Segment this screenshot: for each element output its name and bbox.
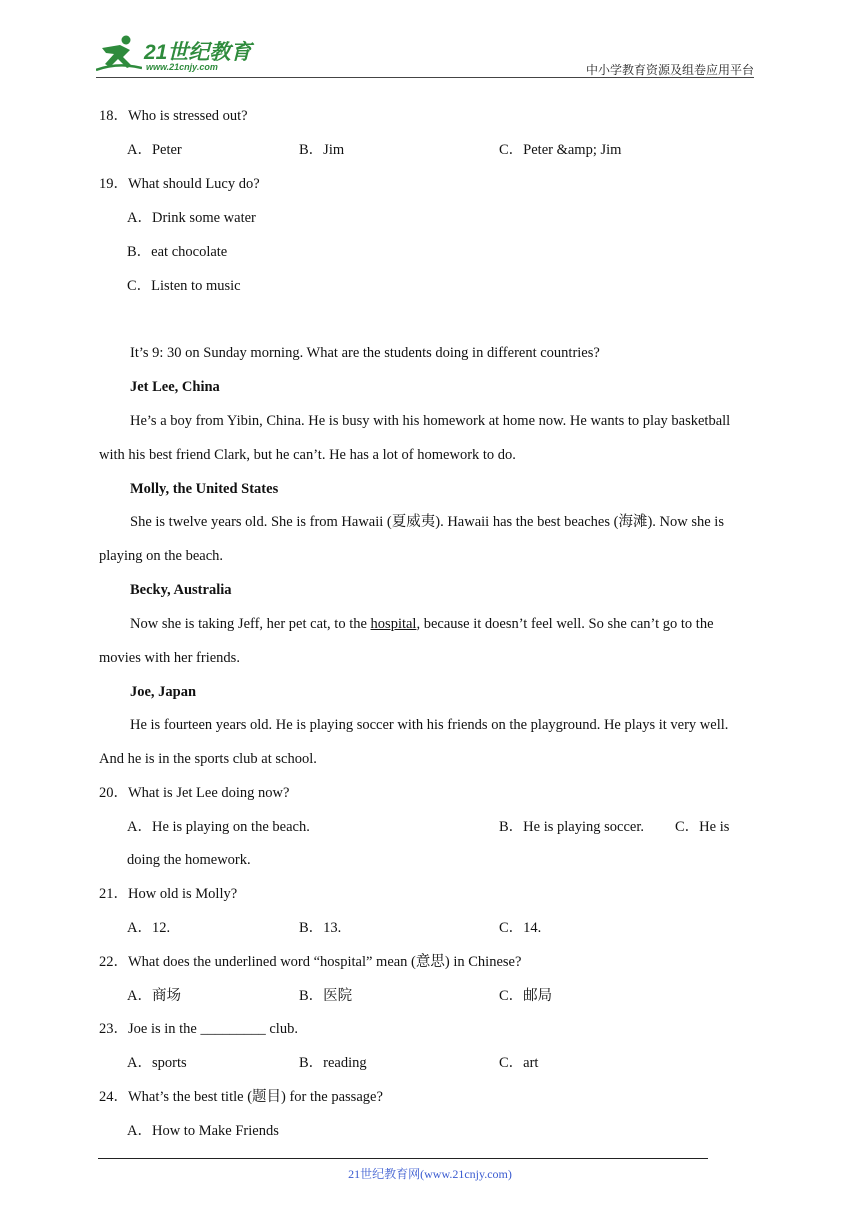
q21-option-c: C．14. <box>499 920 542 936</box>
q20-option-c: C．He is <box>675 819 730 835</box>
question-22: 22．What does the underlined word “hospital” mean (意思) in Chinese? <box>99 954 522 970</box>
question-21: 21．How old is Molly? <box>99 886 238 902</box>
q22-option-a: A．商场 <box>127 988 181 1004</box>
q19-option-b: B．eat chocolate <box>127 244 228 260</box>
q21-option-a: A．12. <box>127 920 171 936</box>
question-20: 20．What is Jet Lee doing now? <box>99 785 290 801</box>
question-23: 23．Joe is in the _________ club. <box>99 1021 298 1037</box>
passage-p4-line2: And he is in the sports club at school. <box>99 751 317 767</box>
passage-p2-line2: playing on the beach. <box>99 548 224 564</box>
passage-heading-joe: Joe, Japan <box>130 684 197 700</box>
q22-option-c: C．邮局 <box>499 988 553 1004</box>
passage-p1-line1: He’s a boy from Yibin, China. He is busy with his homework at home now. He wants to play basketball <box>130 413 731 429</box>
passage-p4-line1: He is fourteen years old. He is playing soccer with his friends on the playground. He plays it very well. <box>130 717 729 733</box>
q23-option-b: B．reading <box>299 1055 367 1071</box>
q18-option-c: C．Peter &amp; Jim <box>499 142 622 158</box>
question-19: 19．What should Lucy do? <box>99 176 260 192</box>
q21-option-b: B．13. <box>299 920 342 936</box>
page-header <box>96 30 756 78</box>
passage-intro: It’s 9: 30 on Sunday morning. What are the students doing in different countries? <box>130 345 600 361</box>
q24-option-a: A．How to Make Friends <box>127 1123 279 1139</box>
footer-divider <box>98 1158 708 1159</box>
logo <box>96 30 266 78</box>
q20-option-c-cont: doing the homework. <box>127 852 251 868</box>
underlined-word-hospital: hospital <box>370 616 417 632</box>
passage-heading-becky: Becky, Australia <box>130 582 232 598</box>
passage-p3-line2: movies with her friends. <box>99 650 240 666</box>
q20-option-a: A．He is playing on the beach. <box>127 819 310 835</box>
q23-option-c: C．art <box>499 1055 539 1071</box>
platform-name: 中小学教育资源及组卷应用平台 <box>585 63 754 77</box>
logo-url: www.21cnjy.com <box>146 62 218 72</box>
p3-text-pre: Now she is taking Jeff, her pet cat, to the <box>130 616 371 632</box>
passage-heading-jet-lee: Jet Lee, China <box>130 379 220 395</box>
q19-option-a: A．Drink some water <box>127 210 256 226</box>
q18-option-b: B．Jim <box>299 142 345 158</box>
question-24: 24．What’s the best title (题目) for the passage? <box>99 1089 383 1105</box>
q19-option-c: C．Listen to music <box>127 278 241 294</box>
header-divider <box>96 77 754 78</box>
passage-p3-line1 <box>130 615 714 633</box>
q23-option-a: A．sports <box>127 1055 187 1071</box>
q20-option-b: B．He is playing soccer. <box>499 819 644 835</box>
logo-title: 21世纪教育 <box>144 41 252 64</box>
q18-option-a: A．Peter <box>127 142 182 158</box>
p3-text-post: , because it doesn’t feel well. So she can’t go to the <box>416 616 714 632</box>
q22-option-b: B．医院 <box>299 988 353 1004</box>
runner-logo-icon <box>96 34 142 74</box>
passage-heading-molly: Molly, the United States <box>130 481 279 497</box>
passage-p1-line2: with his best friend Clark, but he can’t. He has a lot of homework to do. <box>99 447 516 463</box>
passage-p2-line1: She is twelve years old. She is from Hawaii (夏威夷). Hawaii has the best beaches (海滩). Now she is <box>130 514 724 530</box>
page-footer: 21世纪教育网(www.21cnjy.com) <box>348 1167 512 1181</box>
question-18: 18．Who is stressed out? <box>99 108 248 124</box>
